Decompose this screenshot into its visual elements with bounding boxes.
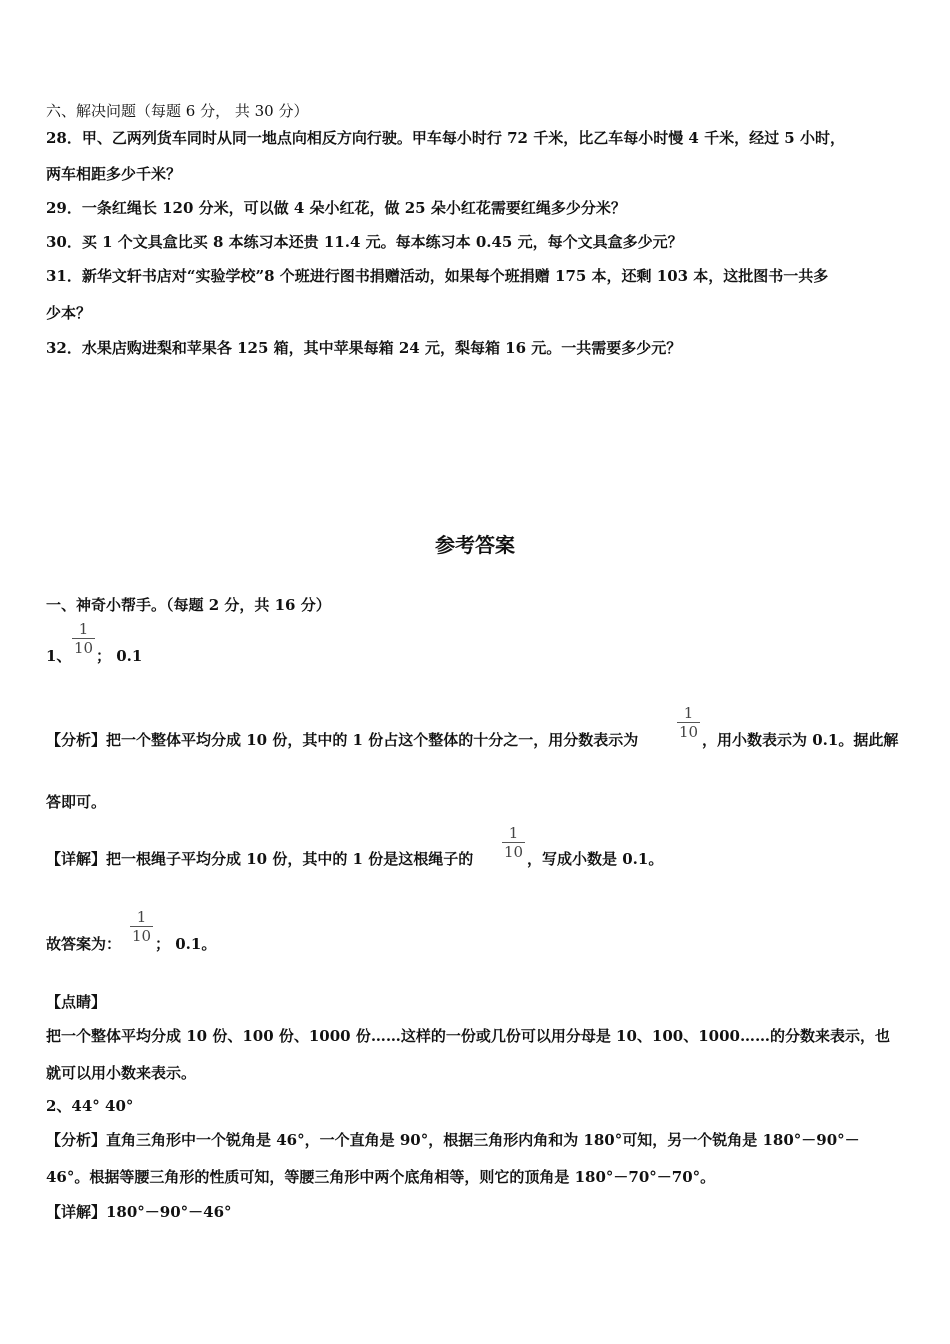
answer-1-final-part-b: ； 0.1。 <box>155 935 217 953</box>
fraction-denominator: 10 <box>504 843 524 861</box>
question-32: 32．水果店购进梨和苹果各 125 箱，其中苹果每箱 24 元，梨每箱 16 元。一共需要多少元？ <box>46 339 682 357</box>
answer-1-analysis-part-b: ，用小数表示为 0.1。据此解 <box>702 731 899 749</box>
fraction-denominator: 10 <box>679 723 699 741</box>
answers-section-heading-1: 一、神奇小帮手。（每题 2 分，共 16 分） <box>46 596 331 614</box>
fraction-numerator: 1 <box>508 824 519 842</box>
answer-2-analysis-line1: 【分析】直角三角形中一个锐角是 46°，一个直角是 90°，根据三角形内角和为 180°可知，另一个锐角是 180°－90°－ <box>46 1131 860 1149</box>
answer-1-detail-part-a: 【详解】把一根绳子平均分成 10 份，其中的 1 份是这根绳子的 <box>46 850 474 868</box>
answer-1-point-heading: 【点睛】 <box>46 993 107 1011</box>
question-31-line2: 少本？ <box>46 304 92 322</box>
answer-1-prefix: 1、 <box>46 647 72 665</box>
fraction-one-tenth <box>677 704 700 741</box>
fraction-one-tenth <box>502 824 525 861</box>
question-30: 30．买 1 个文具盒比买 8 本练习本还贵 11.4 元。每本练习本 0.45 元，每个文具盒多少元？ <box>46 233 683 251</box>
answer-1-point-line2: 就可以用小数来表示。 <box>46 1064 197 1082</box>
answer-2-detail: 【详解】180°－90°－46° <box>46 1203 232 1221</box>
question-31-line1: 31．新华文轩书店对“实验学校”8 个班进行图书捐赠活动，如果每个班捐赠 175 本，还剩 103 本，这批图书一共多 <box>46 267 829 285</box>
fraction-one-tenth <box>72 620 95 657</box>
section-heading-6: 六、解决问题（每题 6 分， 共 30 分） <box>46 102 309 120</box>
answer-1-final-part-a: 故答案为： <box>46 935 122 953</box>
fraction-denominator: 10 <box>74 639 94 657</box>
fraction-numerator: 1 <box>136 908 147 926</box>
answer-1-detail-part-b: ，写成小数是 0.1。 <box>527 850 664 868</box>
answer-2: 2、44° 40° <box>46 1097 134 1115</box>
question-28-line2: 两车相距多少千米？ <box>46 165 182 183</box>
fraction-denominator: 10 <box>132 927 152 945</box>
fraction-numerator: 1 <box>683 704 694 722</box>
answer-1-point-line1: 把一个整体平均分成 10 份、100 份、1000 份……这样的一份或几份可以用分母是 10、100、1000……的分数来表示，也 <box>46 1027 890 1045</box>
answer-1-value: ； 0.1 <box>96 647 143 665</box>
fraction-one-tenth <box>130 908 153 945</box>
fraction-numerator: 1 <box>78 620 89 638</box>
answers-title: 参考答案 <box>435 533 515 557</box>
answer-1-analysis-line2: 答即可。 <box>46 793 107 811</box>
question-29: 29．一条红绳长 120 分米，可以做 4 朵小红花，做 25 朵小红花需要红绳多少分米？ <box>46 199 626 217</box>
answer-2-analysis-line2: 46°。根据等腰三角形的性质可知，等腰三角形中两个底角相等，则它的顶角是 180°－70°－70°。 <box>46 1168 716 1186</box>
answer-1-analysis-part-a: 【分析】把一个整体平均分成 10 份，其中的 1 份占这个整体的十分之一，用分数表示为 <box>46 731 639 749</box>
question-28-line1: 28．甲、乙两列货车同时从同一地点向相反方向行驶。甲车每小时行 72 千米，比乙车每小时慢 4 千米，经过 5 小时， <box>46 129 845 147</box>
